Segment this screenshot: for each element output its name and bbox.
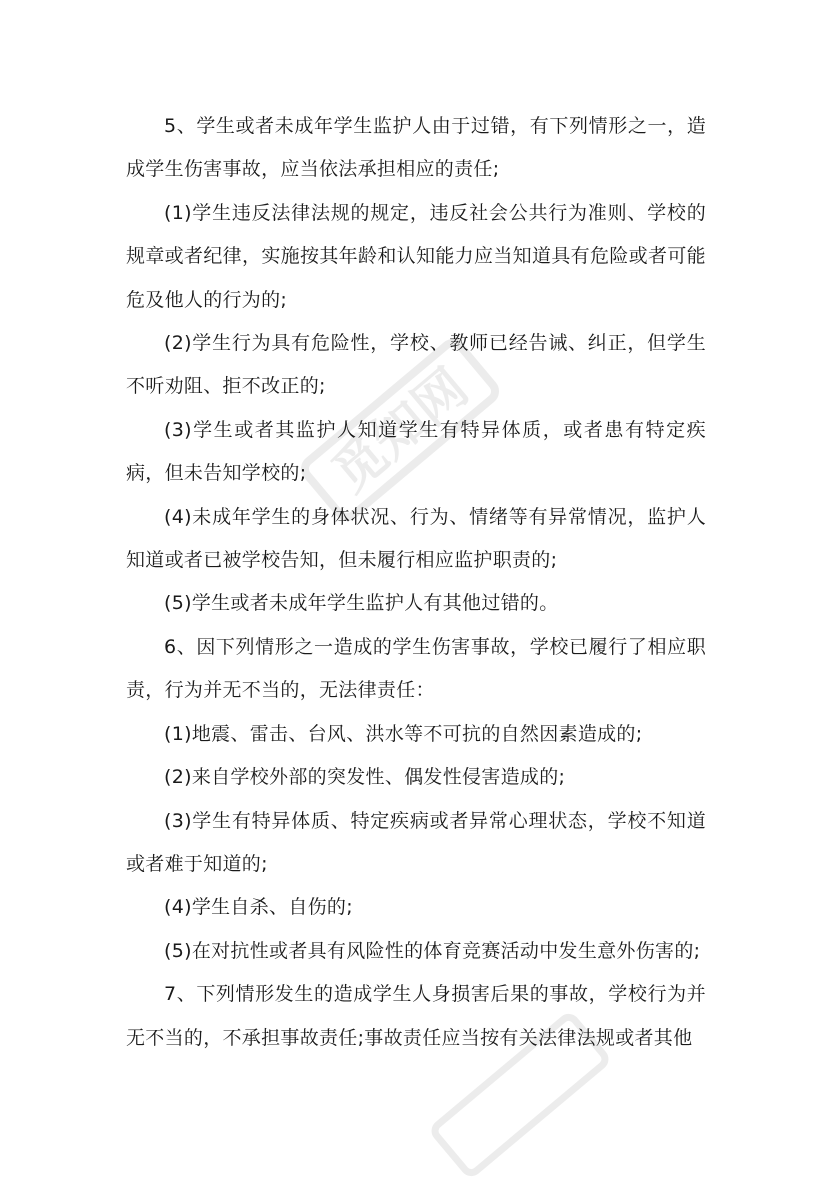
paragraph: (4)未成年学生的身体状况、行为、情绪等有异常情况，监护人知道或者已被学校告知，但未履行相应监护职责的; xyxy=(126,505,706,572)
paragraph: (3)学生或者其监护人知道学生有特异体质，或者患有特定疾病，但未告知学校的; xyxy=(126,418,706,485)
paragraph: 7、下列情形发生的造成学生人身损害后果的事故，学校行为并无不当的，不承担事故责任;事故责任应当按有关法律法规或者其他 xyxy=(126,983,706,1049)
svg-text:觅知网: 觅知网 xyxy=(321,357,480,504)
document-body xyxy=(126,105,706,1060)
paragraph: 6、因下列情形之一造成的学生伤害事故，学校已履行了相应职责，行为并无不当的，无法律责任： xyxy=(126,635,706,702)
paragraph: (5)学生或者未成年学生监护人有其他过错的。 xyxy=(164,592,559,615)
paragraph: (3)学生有特异体质、特定疾病或者异常心理状态，学校不知道或者难于知道的; xyxy=(126,809,706,875)
paragraph: (4)学生自杀、自伤的; xyxy=(164,896,353,919)
paragraph: (1)学生违反法律法规的规定，违反社会公共行为准则、学校的规章或者纪律，实施按其年龄和认知能力应当知道具有危险或者可能危及他人的行为的; xyxy=(126,201,706,311)
paragraph: (2)学生行为具有危险性，学校、教师已经告诫、纠正，但学生不听劝阻、拒不改正的; xyxy=(126,332,706,398)
paragraph: (1)地震、雷击、台风、洪水等不可抗的自然因素造成的; xyxy=(164,722,643,745)
paragraph: (2)来自学校外部的突发性、偶发性侵害造成的; xyxy=(164,766,566,789)
paragraph: 5、学生或者未成年学生监护人由于过错，有下列情形之一，造成学生伤害事故，应当依法承担相应的责任; xyxy=(126,115,706,181)
paragraph: (5)在对抗性或者具有风险性的体育竞赛活动中发生意外伤害的; xyxy=(164,939,701,962)
